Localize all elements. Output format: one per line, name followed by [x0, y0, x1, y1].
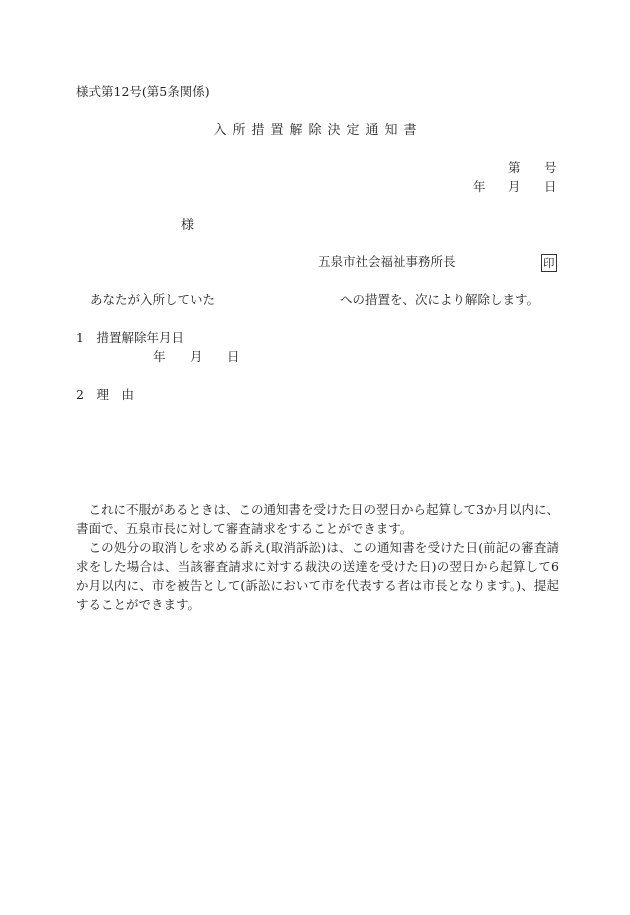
doc-number-dai: 第 [508, 160, 521, 175]
item-1-date-year: 年 [153, 349, 166, 364]
addressee-suffix: 様 [181, 218, 195, 233]
doc-number-go: 号 [544, 160, 557, 175]
appeal-notice [76, 500, 559, 614]
item-1-label: 1 措置解除年月日 [76, 330, 184, 345]
issue-date-day: 日 [544, 179, 557, 194]
item-1-date-month: 月 [190, 349, 203, 364]
notice-paragraph-2: この処分の取消しを求める訴え(取消訴訟)は、この通知書を受けた日(前記の審査請求をした場合は、当該審査請求に対する裁決の送達を受けた日)の翌日から起算して6か月以内に、市を被告として(訴訟において市を代表する者は市長となります。)、提起することができます。 [76, 540, 559, 612]
issue-date-month: 月 [508, 179, 521, 194]
document-title: 入所措置解除決定通知書 [213, 123, 423, 138]
notice-paragraph-1: これに不服があるときは、この通知書を受けた日の翌日から起算して3か月以内に、書面で、五泉市長に対して審査請求をすることができます。 [76, 502, 559, 536]
item-1-date-day: 日 [227, 349, 240, 364]
form-number: 様式第12号(第5条関係) [76, 84, 210, 99]
item-2-label: 2 理 由 [76, 387, 134, 402]
body-text-part1: あなたが入所していた [90, 292, 216, 307]
issuer-name: 五泉市社会福祉事務所長 [318, 254, 456, 269]
body-text-part2: への措置を、次により解除します。 [340, 292, 540, 307]
seal-mark: 印 [543, 256, 555, 270]
issue-date-year: 年 [473, 179, 486, 194]
